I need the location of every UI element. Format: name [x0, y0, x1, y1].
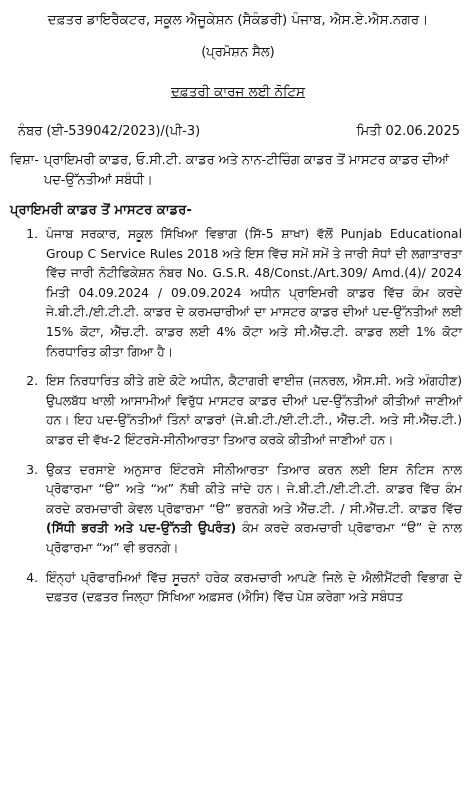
subject-text: ਪ੍ਰਾਇਮਰੀ ਕਾਡਰ, ਓ.ਸੀ.ਟੀ. ਕਾਡਰ ਅਤੇ ਨਾਨ-ਟੀਚਿੰਗ ਕਾਡਰ ਤੋਂ ਮਾਸਟਰ ਕਾਡਰ ਦੀਆਂ ਪਦ-ਉੱਨਤੀਆਂ ਸਬੰਧੀ।: [44, 153, 449, 188]
item-text: ਇੰਨ੍ਹਾਂ ਪ੍ਰੋਫਾਰਮਿਆਂ ਵਿੱਚ ਸੂਚਨਾਂ ਹਰੇਕ ਕਰਮਚਾਰੀ ਆਪਣੇ ਜਿਲੇ ਦੇ ਐਲੀਮੈਂਟਰੀ ਵਿਭਾਗ ਦੇ ਦਫ਼ਤਰ (ਦਫ਼ਤਰ ਜਿਲ੍ਹਾ ਸਿੱਖਿਆ ਅਫ਼ਸਰ (ਐਸਿ) ਵਿੱਚ ਪੇਸ਼ ਕਰੇਗਾ ਅਤੇ ਸਬੰਧਤ: [46, 570, 462, 605]
cell-heading: (ਪ੍ਰਮੋਸ਼ਨ ਸੈਲ): [201, 45, 275, 60]
reference-number: ਨੰਬਰ (ਈ-539042/2023)/(ਪੀ-3): [18, 124, 201, 139]
item-text: ਪੰਜਾਬ ਸਰਕਾਰ, ਸਕੂਲ ਸਿੱਖਿਆ ਵਿਭਾਗ (ਸਿੱ-5 ਸ਼ਾਖਾ) ਵੱਲੋਂ Punjab Educational Group C Service Rules 2018 ਅਤੇ ਇਸ ਵਿੱਚ ਸਮੇਂ ਸਮੇਂ ਤੇ ਜਾਰੀ ਸੋਧਾਂ ਦੀ ਲਗਾਤਾਰਤਾ ਵਿੱਚ ਜਾਰੀ ਨੋਟੀਫਿਕੇਸ਼ਨ ਨੰਬਰ No. G.S.R. 48/Const./Art.309/ Amd.(4)/ 2024 ਮਿਤੀ 04.09.2024 / 09.09.2024 ਅਧੀਨ ਪ੍ਰਾਇਮਰੀ ਕਾਡਰ ਵਿੱਚ ਕੰਮ ਕਰਦੇ ਜੇ.ਬੀ.ਟੀ./ਈ.ਟੀ.ਟੀ. ਕਾਡਰ ਦੇ ਕਰਮਚਾਰੀਆਂ ਦਾ ਮਾਸਟਰ ਕਾਡਰ ਦੀਆਂ ਪਦ-ਉੱਨਤੀਆਂ ਲਈ 15% ਕੋਟਾ, ਐੱਚ.ਟੀ. ਕਾਡਰ ਲਈ 4% ਕੋਟਾ ਅਤੇ ਸੀ.ਐੱਚ.ਟੀ. ਕਾਡਰ ਲਈ 1% ਕੋਟਾ ਨਿਰਧਾਰਿਤ ਕੀਤਾ ਗਿਆ ਹੈ।: [46, 227, 462, 359]
item-number: 3.: [26, 462, 38, 477]
office-heading: ਦਫ਼ਤਰ ਡਾਇਰੈਕਟਰ, ਸਕੂਲ ਐਜੂਕੇਸ਼ਨ (ਸੈਕੰਡਰੀ) ਪੰਜਾਬ, ਐਸ.ਏ.ਐਸ.ਨਗਰ।: [47, 12, 429, 28]
item-text-before: ਉਕਤ ਦਰਸਾਏ ਅਨੁਸਾਰ ਇੰਟਰਸੇ ਸੀਨੀਆਰਤਾ ਤਿਆਰ ਕਰਨ ਲਈ ਇਸ ਨੋਟਿਸ ਨਾਲ ਪ੍ਰੋਫਾਰਮਾ “ੳ” ਅਤੇ “ਅ” ਨੱਥੀ ਕੀਤੇ ਜਾਂਦੇ ਹਨ। ਜੇ.ਬੀ.ਟੀ./ਈ.ਟੀ.ਟੀ. ਕਾਡਰ ਵਿੱਚ ਕੰਮ ਕਰਦੇ ਕਰਮਚਾਰੀ ਕੇਵਲ ਪ੍ਰੋਫਾਰਮਾ “ੳ” ਭਰਨਗੇ ਅਤੇ ਐੱਚ.ਟੀ. / ਸੀ.ਐੱਚ.ਟੀ. ਕਾਡਰ ਵਿੱਚ: [46, 462, 462, 516]
notice-items: [10, 225, 466, 608]
notice-title: ਦਫ਼ਤਰੀ ਕਾਰਜ ਲਈ ਨੋਟਿਸ: [170, 84, 306, 100]
reference-date: ਮਿਤੀ 02.06.2025: [356, 124, 460, 139]
subject-label: ਵਿਸ਼ਾ-: [10, 153, 39, 168]
item-number: 1.: [26, 227, 38, 241]
item-text: [46, 461, 466, 559]
item-text-after: ਕੰਮ ਕਰਦੇ ਕਰਮਚਾਰੀ ਪ੍ਰੋਫਾਰਮਾ “ੳ” ਦੇ ਨਾਲ ਪ੍ਰੋਫਾਰਮਾ “ਅ” ਵੀ ਭਰਨਗੇ।: [46, 521, 462, 555]
subject-block: [10, 151, 466, 191]
item-number: 4.: [26, 570, 38, 585]
section-heading: ਪ੍ਰਾਇਮਰੀ ਕਾਡਰ ਤੋਂ ਮਾਸਟਰ ਕਾਡਰ-: [10, 203, 192, 218]
list-item: [10, 225, 466, 362]
reference-row: [10, 124, 466, 139]
list-item: [10, 569, 466, 608]
list-item: [10, 372, 466, 450]
item-text: ਇਸ ਨਿਰਧਾਰਿਤ ਕੀਤੇ ਗਏ ਕੋਟੇ ਅਧੀਨ, ਕੈਟਾਗਰੀ ਵਾਈਜ਼ (ਜਨਰਲ, ਐਸ.ਸੀ. ਅਤੇ ਅੰਗਹੀਣ) ਉਪਲਬੱਧ ਖਾਲੀ ਆਸਾਮੀਆਂ ਵਿਰੁੱਧ ਮਾਸਟਰ ਕਾਡਰ ਦੀਆਂ ਪਦ-ਉੱਨਤੀਆਂ ਕੀਤੀਆਂ ਜਾਣੀਆਂ ਹਨ। ਇਹ ਪਦ-ਉੱਨਤੀਆਂ ਤਿੰਨਾਂ ਕਾਡਰਾਂ (ਜੇ.ਬੀ.ਟੀ./ਈ.ਟੀ.ਟੀ., ਐੱਚ.ਟੀ. ਅਤੇ ਸੀ.ਐੱਚ.ਟੀ.) ਕਾਡਰ ਦੀ ਵੱਖ-2 ਇੰਟਰਸੇ-ਸੀਨੀਆਰਤਾ ਤਿਆਰ ਕਰਕੇ ਕੀਤੀਆਂ ਜਾਣੀਆਂ ਹਨ।: [46, 374, 462, 447]
item-number: 2.: [26, 374, 38, 389]
list-item: [10, 461, 466, 559]
item-text-bold: (ਸਿੱਧੀ ਭਰਤੀ ਅਤੇ ਪਦ-ਉੱਨਤੀ ਉਪਰੰਤ): [46, 521, 237, 536]
